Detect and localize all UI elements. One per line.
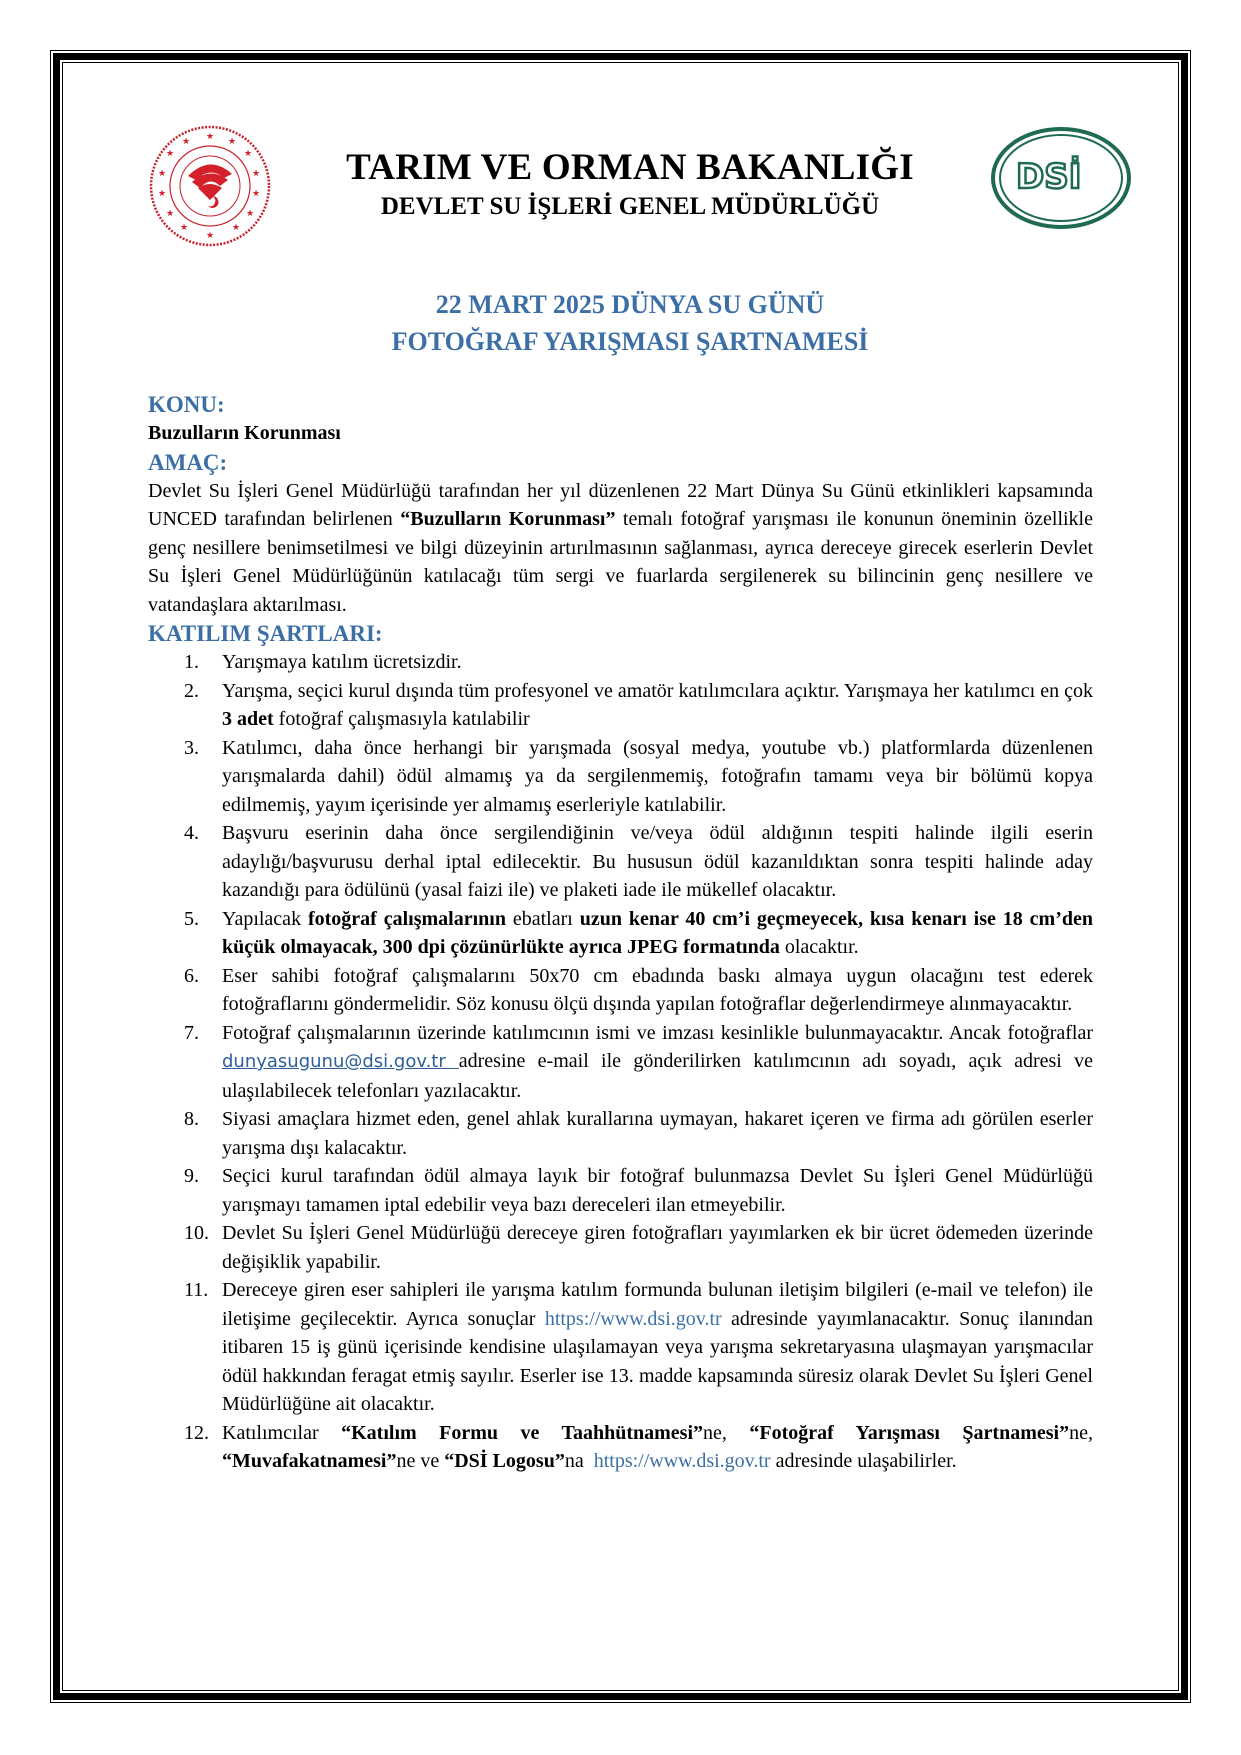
item-number: 10. — [184, 1222, 209, 1244]
item-emphasis: fotoğraf çalışmalarının — [307, 907, 506, 930]
item-emphasis: “Muvafakatnamesi” — [222, 1450, 397, 1472]
list-item — [148, 962, 1093, 1019]
item-text: na — [564, 1450, 594, 1472]
item-text: fotoğraf çalışmasıyla katılabilir — [273, 708, 530, 730]
list-item — [148, 1219, 1093, 1276]
item-number: 7. — [184, 1021, 199, 1044]
item-text: Siyasi amaçlara hizmet eden, genel ahlak kurallarına uymayan, hakaret içeren ve firma adı görülen eserler yarışma dışı kalacaktır. — [222, 1108, 1093, 1159]
amac-text: Devlet Su İşleri Genel Müdürlüğü tarafından her yıl düzenlenen 22 Mart Dünya Su Günü etkinlikleri kapsamında UNCED tarafından belirlenen — [148, 479, 1093, 530]
item-number: 12. — [184, 1421, 209, 1444]
svg-text:★: ★ — [246, 209, 255, 219]
document-title — [290, 286, 970, 360]
item-text: adresinde ulaşabilirler. — [770, 1450, 957, 1472]
amac-theme: “Buzulların Korunması” — [400, 508, 616, 530]
svg-text:★: ★ — [166, 209, 175, 219]
list-item — [148, 1105, 1093, 1162]
list-item — [148, 677, 1093, 734]
list-item — [148, 905, 1093, 962]
item-emphasis: “Fotoğraf Yarışması Şartnamesi” — [749, 1421, 1070, 1444]
ministry-seal-icon — [148, 124, 272, 248]
item-text: Yarışma, seçici kurul dışında tüm profesyonel ve amatör katılımcılara açıktır. Yarışmaya her katılımcı en çok — [222, 679, 1093, 702]
item-text: olacaktır. — [779, 936, 859, 958]
list-item — [148, 1276, 1093, 1419]
svg-text:DSİ: DSİ — [1016, 157, 1082, 197]
svg-text:★: ★ — [158, 189, 167, 199]
amac-paragraph — [148, 477, 1093, 620]
item-text: Seçici kurul tarafından ödül almaya layık bir fotoğraf bulunmazsa Devlet Su İşleri Genel Müdürlüğü yarışmayı tamamen iptal edebilir veya bazı dereceleri ilan etmeyebilir. — [222, 1165, 1093, 1216]
email-link[interactable]: dunyasugunu@dsi.gov.tr — [222, 1051, 459, 1072]
svg-text:★: ★ — [206, 132, 215, 142]
item-number: 5. — [184, 907, 199, 930]
item-text: ne ve — [396, 1450, 445, 1472]
website-link[interactable]: https://www.dsi.gov.tr — [544, 1307, 722, 1330]
item-text: Devlet Su İşleri Genel Müdürlüğü dereceye giren fotoğrafları yayımlarken ek bir ücret ödemeden üzerinde değişiklik yapabilir. — [222, 1222, 1093, 1273]
amac-text-cont: temalı fotoğraf yarışması ile konunun öneminin özellikle genç nesillere benimsetilmesi ve bilgi düzeyinin artırılmasının sağlanması, ayrıca dereceye girecek eserlerin Devlet Su İşleri Genel Müdürlüğünün katılacağı tüm sergi ve fuarlarda sergilenerek su bilincinin genç nesillere ve vatandaşlara aktarılması. — [148, 508, 1093, 616]
ministry-name: TARIM VE ORMAN BAKANLIĞI — [346, 147, 914, 188]
svg-text:★: ★ — [182, 137, 191, 147]
item-text: ne, — [703, 1421, 750, 1444]
item-text: Katılımcı, daha önce herhangi bir yarışmada (sosyal medya, youtube vb.) platformlarda düzenlenen yarışmalarda dahil) ödül almamış ya da sergilenmemiş, fotoğrafın tamamı veya bir bölümü kopya edilmemiş, yayım içerisinde yer almamış eserleriyle katılabilir. — [222, 736, 1093, 816]
svg-text:★: ★ — [206, 231, 215, 241]
item-text: adresinde yayımlanacaktır. Sonuç ilanından itibaren 15 iş günü içerisinde kendisine ulaşılamayan veya yarışma sekretaryasına ulaşmayan yarışmacılar ödül hakkından feragat etmiş sayılır. Eserler ise 13. madde kapsamında süresiz olarak Devlet Su İşleri Genel Müdürlüğüne ait olacaktır. — [222, 1307, 1093, 1415]
item-text: Yapılacak — [222, 907, 308, 930]
item-number: 2. — [184, 679, 199, 702]
website-link[interactable]: https://www.dsi.gov.tr — [593, 1450, 771, 1472]
directorate-name: DEVLET SU İŞLERİ GENEL MÜDÜRLÜĞÜ — [380, 193, 880, 220]
title-line-2: FOTOĞRAF YARIŞMASI ŞARTNAMESİ — [391, 327, 869, 356]
item-emphasis: uzun kenar 40 cm’i geçmeyecek, kısa kenarı ise 18 cm’den küçük olmayacak, 300 dpi çözünürlükte ayrıca JPEG formatında — [222, 907, 1093, 958]
svg-text:★: ★ — [214, 200, 220, 207]
letterhead — [290, 146, 970, 224]
item-emphasis: “DSİ Logosu” — [444, 1450, 565, 1472]
item-number: 9. — [184, 1165, 199, 1187]
item-number: 11. — [184, 1279, 209, 1301]
dsi-logo-icon — [990, 126, 1132, 230]
section-heading-katilim: KATILIM ŞARTLARI: — [148, 621, 383, 646]
item-number: 6. — [184, 964, 199, 987]
list-item — [148, 1162, 1093, 1219]
item-number: 4. — [184, 822, 199, 844]
svg-text:★: ★ — [232, 223, 241, 233]
svg-text:★: ★ — [166, 149, 175, 159]
item-text: Yarışmaya katılım ücretsizdir. — [222, 651, 462, 673]
item-emphasis: “Katılım Formu ve Taahhütnamesi” — [341, 1421, 704, 1444]
section-heading-konu: KONU: — [148, 392, 225, 417]
item-text: Fotoğraf çalışmalarının üzerinde katılımcının ismi ve imzası kesinlikle bulunmayacaktır. Ancak fotoğraflar — [222, 1021, 1093, 1044]
svg-text:★: ★ — [244, 149, 253, 159]
document-body — [148, 390, 1093, 1476]
konu-text: Buzulların Korunması — [148, 422, 341, 444]
item-text: Dereceye giren eser sahipleri ile yarışma katılım formunda bulunan iletişim bilgileri (e-mail ve telefon) ile iletişime geçilecektir. Ayrıca sonuçlar — [222, 1279, 1093, 1330]
item-number: 8. — [184, 1108, 199, 1130]
list-item — [148, 1419, 1093, 1476]
list-item — [148, 734, 1093, 820]
svg-text:★: ★ — [180, 223, 189, 233]
rules-list — [148, 648, 1093, 1476]
section-heading-amac: AMAÇ: — [148, 449, 228, 475]
svg-text:★: ★ — [252, 169, 261, 179]
item-emphasis: 3 adet — [222, 708, 274, 730]
item-text: Başvuru eserinin daha önce sergilendiğinin ve/veya ödül aldığının tespiti halinde ilgili eserin adaylığı/başvurusu derhal iptal edilecektir. Bu hususun ödül kazanıldıktan sonra tespiti halinde aday kazandığı para ödülünü (yasal faizi ile) ve plaketi iade ile mükellef olacaktır. — [222, 822, 1093, 901]
svg-text:★: ★ — [252, 189, 261, 199]
item-number: 3. — [184, 736, 199, 759]
title-line-1: 22 MART 2025 DÜNYA SU GÜNÜ — [435, 290, 825, 319]
list-item — [148, 648, 1093, 677]
list-item — [148, 819, 1093, 905]
item-text: ne, — [1069, 1421, 1093, 1444]
item-number: 1. — [184, 651, 199, 673]
item-text: Eser sahibi fotoğraf çalışmalarını 50x70 cm ebadında baskı almaya uygun olacağını test ederek fotoğraflarını göndermelidir. Söz konusu ölçü dışında yapılan fotoğraflar değerlendirmeye alınmayacaktır. — [222, 964, 1093, 1015]
item-text: ebatları — [505, 907, 580, 930]
list-item — [148, 1019, 1093, 1106]
svg-text:★: ★ — [158, 169, 167, 179]
svg-text:★: ★ — [228, 137, 237, 147]
item-text: adresine e-mail ile gönderilirken katılımcının adı soyadı, açık adresi ve ulaşılabilecek telefonları yazılacaktır. — [222, 1050, 1093, 1102]
item-text: Katılımcılar — [222, 1421, 342, 1444]
